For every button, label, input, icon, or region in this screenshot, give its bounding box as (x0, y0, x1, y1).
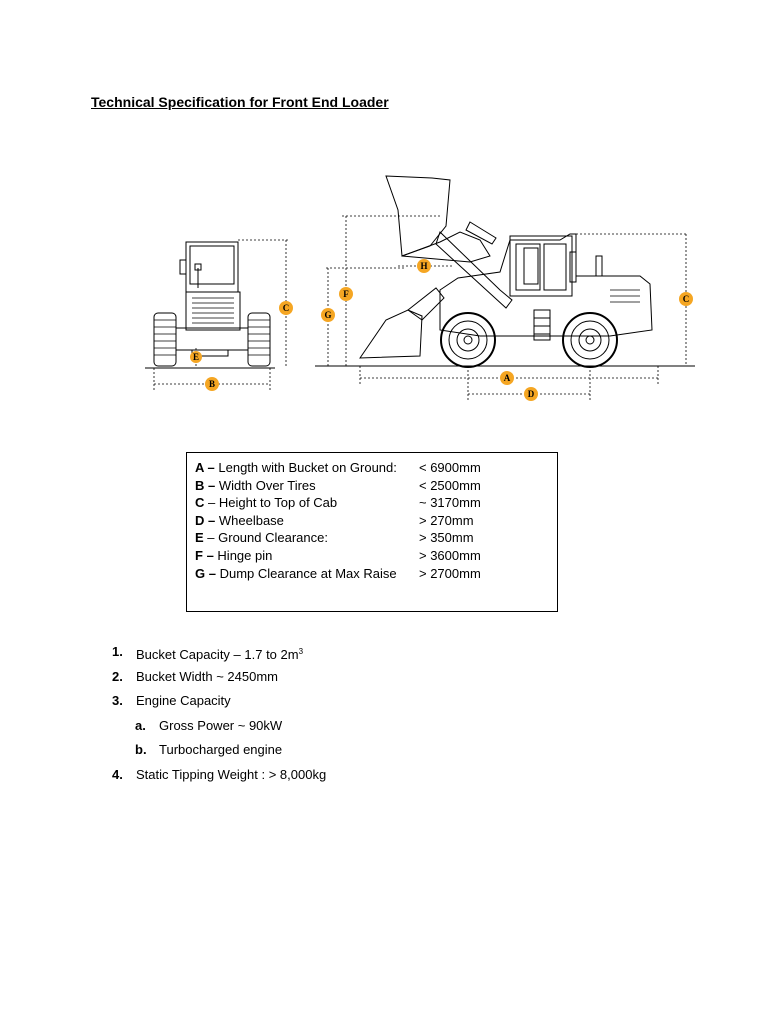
svg-text:A: A (503, 373, 511, 383)
spec-letter: E (195, 530, 204, 546)
spec-dash: – (203, 460, 219, 475)
list-number: 1. (112, 644, 123, 659)
svg-text:F: F (343, 289, 349, 299)
spec-letter: F (195, 547, 203, 563)
dim-label-c-front (279, 301, 293, 315)
svg-text:H: H (420, 261, 428, 271)
spec-dash: – (203, 530, 219, 546)
svg-text:D: D (527, 389, 535, 399)
list-number: 2. (112, 668, 123, 684)
list-number: 4. (112, 766, 123, 782)
list-text: Bucket Width ~ 2450mm (136, 668, 278, 684)
dim-label-b (205, 377, 219, 391)
loader-dimension-diagram (140, 160, 700, 410)
spec-dash: – (205, 565, 220, 581)
spec-row (195, 565, 481, 583)
spec-letter: D (195, 512, 205, 528)
svg-text:C: C (282, 303, 290, 313)
side-view-loader (360, 176, 652, 367)
list-number: a. (135, 717, 146, 733)
list-number: 3. (112, 693, 123, 708)
spec-dash: – (204, 477, 219, 493)
list-text: Turbocharged engine (159, 742, 283, 757)
spec-name: Ground Clearance: (218, 530, 328, 546)
document-title: Technical Specification for Front End Loader (91, 94, 389, 110)
list-number: b. (135, 742, 147, 757)
spec-row (195, 529, 481, 547)
dim-label-e (190, 351, 202, 363)
superscript: 3 (298, 647, 304, 656)
spec-name: Dump Clearance at Max Raise (219, 565, 397, 581)
spec-letter: C (195, 495, 205, 511)
list-text: Gross Power ~ 90kW (159, 717, 283, 733)
spec-value: > 2700mm (419, 565, 481, 581)
dim-label-g (321, 308, 335, 322)
spec-dash: – (204, 495, 219, 511)
specification-table (195, 459, 481, 582)
svg-text:B: B (208, 379, 216, 389)
svg-text:C: C (682, 294, 690, 304)
spec-row (195, 512, 481, 530)
spec-value: > 270mm (419, 512, 474, 528)
spec-letter: B (195, 477, 205, 493)
spec-value: < 6900mm (419, 460, 481, 475)
spec-value: ~ 3170mm (419, 495, 481, 511)
front-view-loader (145, 242, 275, 368)
spec-name: Hinge pin (217, 547, 273, 563)
spec-letter: G (195, 565, 206, 581)
spec-row (195, 494, 481, 512)
spec-letter: A (195, 460, 204, 475)
dim-label-h (417, 259, 431, 273)
spec-row (195, 459, 481, 477)
spec-dash: – (204, 512, 219, 528)
svg-text:G: G (324, 310, 332, 320)
svg-text:E: E (192, 352, 200, 362)
spec-row (195, 547, 481, 565)
dim-label-c-side (679, 292, 693, 306)
list-text: Engine Capacity (136, 693, 231, 708)
spec-name: Height to Top of Cab (218, 495, 338, 511)
list-text: Bucket Capacity – 1.7 to $2m^3$ (136, 647, 304, 662)
spec-value: > 350mm (419, 530, 474, 546)
spec-value: < 2500mm (419, 477, 481, 493)
dim-label-d (524, 387, 538, 401)
list-text: Static Tipping Weight : > 8,000kg (136, 766, 327, 782)
spec-name: Wheelbase (218, 512, 284, 528)
spec-dash: – (202, 547, 218, 563)
spec-row (195, 477, 481, 495)
specification-table-box (186, 452, 558, 612)
dim-label-f (339, 287, 353, 301)
spec-name: Length with Bucket on Ground: (218, 460, 397, 475)
spec-name: Width Over Tires (218, 477, 316, 493)
dim-label-a (500, 371, 514, 385)
spec-value: > 3600mm (419, 547, 481, 563)
